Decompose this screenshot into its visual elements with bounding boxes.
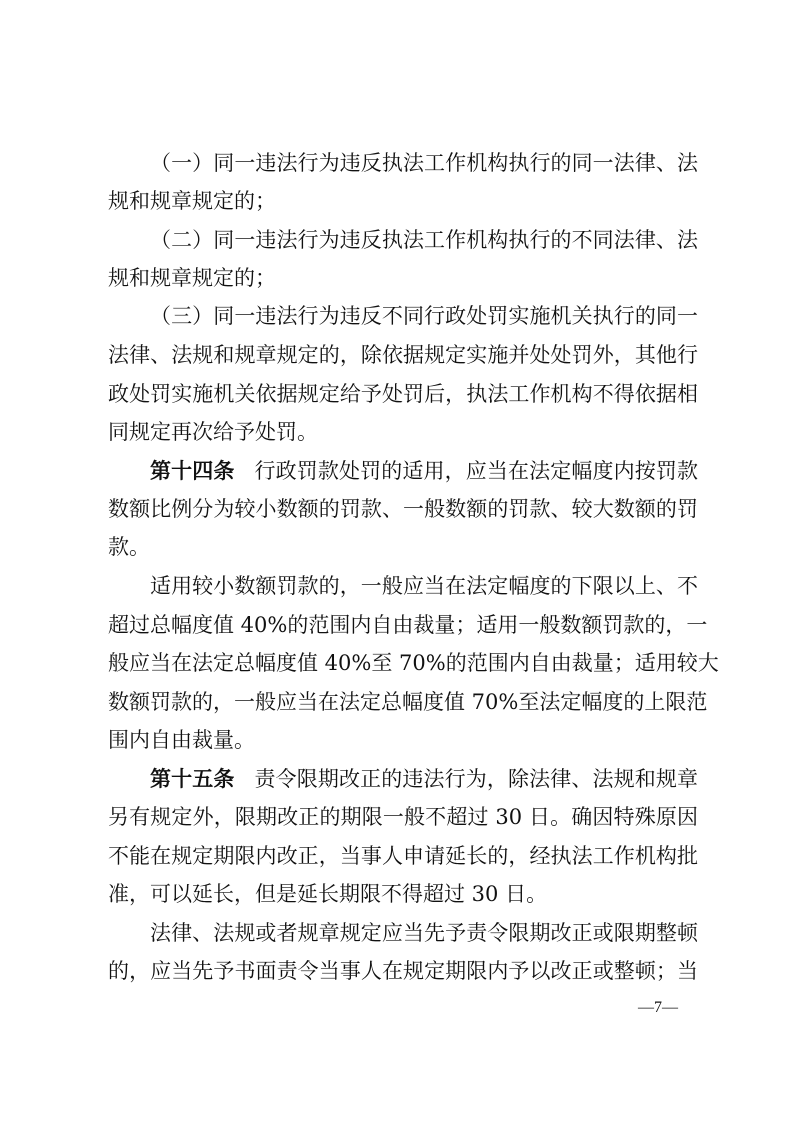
article-14-line-2: 数额比例分为较小数额的罚款、一般数额的罚款、较大数额的罚 (108, 497, 698, 521)
article-14-line-3: 款。 (108, 535, 150, 559)
paragraph-fines-line-3: 般应当在法定总幅度值 40%至 70%的范围内自由裁量；适用较大 (108, 651, 719, 675)
item-3-line-1: （三）同一违法行为违反不同行政处罚实施机关执行的同一 (150, 304, 698, 328)
article-14-line-1 (150, 457, 698, 485)
item-2-line-2: 规和规章规定的； (108, 266, 276, 290)
item-3-line-3: 政处罚实施机关依据规定给予处罚后，执法工作机构不得依据相 (108, 382, 698, 406)
paragraph-fines-line-5: 围内自由裁量。 (108, 728, 255, 752)
article-15-line-4: 准，可以延长，但是延长期限不得超过 30 日。 (108, 882, 548, 906)
paragraph-rectify-line-2: 的，应当先予书面责令当事人在规定期限内予以改正或整顿；当 (108, 959, 698, 983)
article-15-line-2: 另有规定外，限期改正的期限一般不超过 30 日。确因特殊原因 (108, 805, 698, 829)
paragraph-fines-line-4: 数额罚款的，一般应当在法定总幅度值 70%至法定幅度的上限范 (108, 690, 708, 714)
paragraph-rectify-line-1: 法律、法规或者规章规定应当先予责令限期改正或限期整顿 (150, 921, 698, 945)
item-1-line-2: 规和规章规定的； (108, 189, 276, 213)
item-3-line-2: 法律、法规和规章规定的，除依据规定实施并处处罚外，其他行 (108, 343, 698, 367)
item-1-line-1: （一）同一违法行为违反执法工作机构执行的同一法律、法 (150, 151, 698, 175)
item-2-line-1: （二）同一违法行为违反执法工作机构执行的不同法律、法 (150, 228, 698, 252)
paragraph-fines-line-1: 适用较小数额罚款的，一般应当在法定幅度的下限以上、不 (150, 574, 698, 598)
article-15-label: 第十五条 (150, 767, 235, 791)
article-15-line-1 (150, 765, 698, 793)
page-number: —7— (638, 999, 678, 1016)
article-14-label: 第十四条 (150, 459, 235, 483)
article-15-text: 责令限期改正的违法行为，除法律、法规和规章 (254, 767, 698, 791)
article-14-text: 行政罚款处罚的适用，应当在法定幅度内按罚款 (254, 459, 698, 483)
paragraph-fines-line-2: 超过总幅度值 40%的范围内自由裁量；适用一般数额罚款的，一 (108, 613, 708, 637)
item-3-line-4: 同规定再次给予处罚。 (108, 420, 318, 444)
article-15-line-3: 不能在规定期限内改正，当事人申请延长的，经执法工作机构批 (108, 844, 698, 868)
